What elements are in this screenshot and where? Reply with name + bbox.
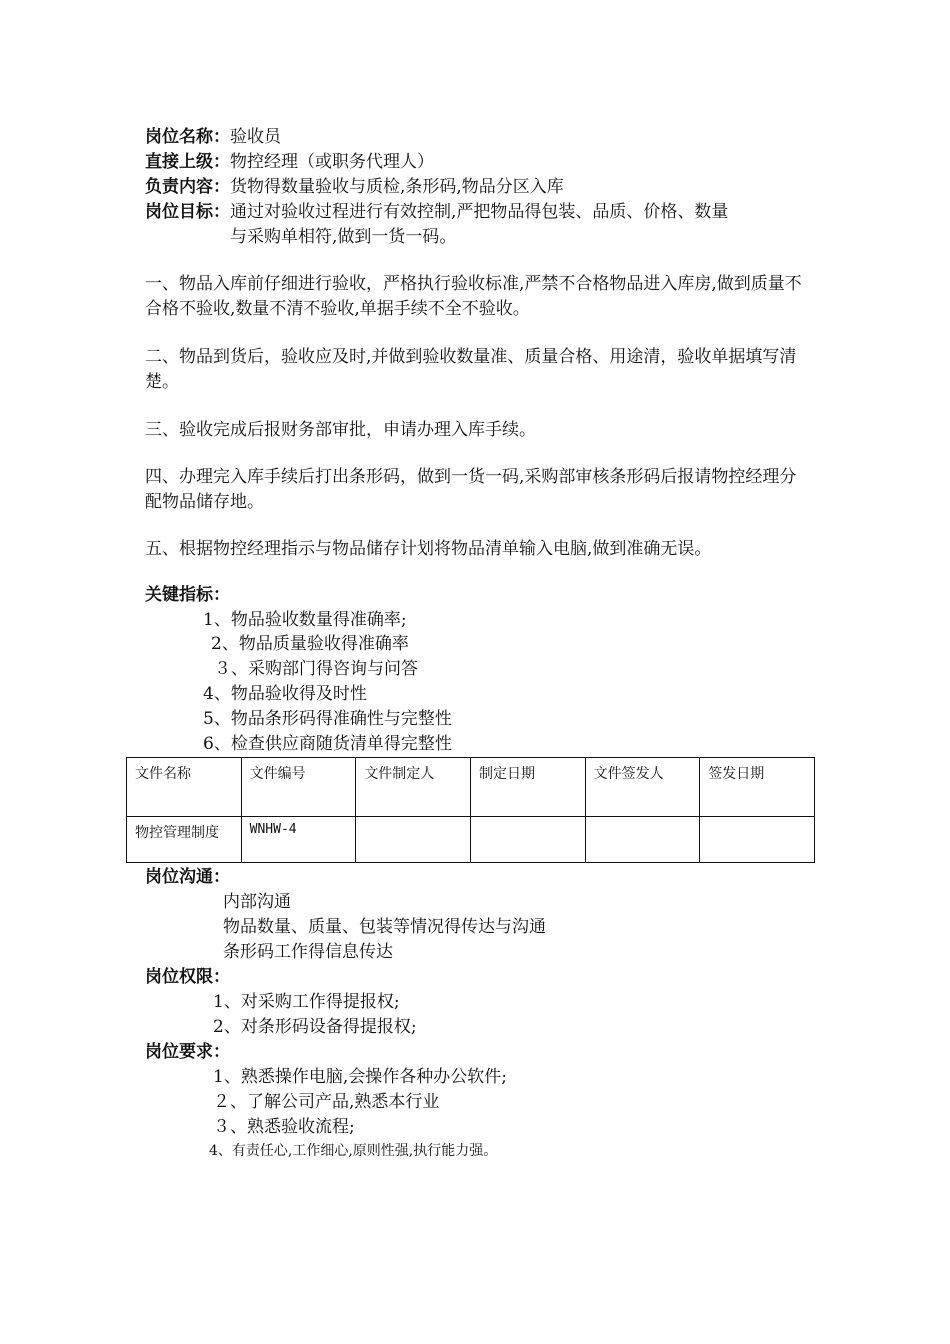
requirement-item: ２、了解公司产品,熟悉本行业 — [213, 1092, 440, 1112]
key-indicator-item: 4、物品验收得及时性 — [203, 684, 367, 704]
goal-row — [145, 201, 728, 223]
supervisor-label: 直接上级： — [145, 152, 230, 172]
responsibility-row — [145, 176, 564, 198]
cell-file-number: WNHW-4 — [241, 817, 356, 863]
duty-paragraph-3: 三、验收完成后报财务部审批，申请办理入库手续。 — [145, 420, 536, 440]
duty-paragraph-2: 二、物品到货后，验收应及时,并做到验收数量准、质量合格、用途清，验收单据填写清楚。 — [145, 347, 797, 392]
cell-file-name: 物控管理制度 — [127, 817, 242, 863]
position-name-value: 验收员 — [230, 127, 281, 147]
authority-title: 岗位权限： — [145, 967, 230, 987]
responsibility-value: 货物得数量验收与质检,条形码,物品分区入库 — [230, 177, 564, 197]
key-indicator-item: 5、物品条形码得准确性与完整性 — [203, 709, 452, 729]
header-cell-date: 制定日期 — [470, 758, 585, 817]
key-indicator-item: ３、采购部门得咨询与问答 — [214, 659, 418, 679]
position-name-label: 岗位名称： — [145, 127, 230, 147]
key-indicators-title: 关键指标： — [145, 585, 230, 605]
header-cell-issue-date: 签发日期 — [700, 758, 815, 817]
position-name-row — [145, 126, 281, 148]
requirement-item: 4、有责任心,工作细心,原则性强,执行能力强。 — [209, 1143, 498, 1159]
header-cell-file-name: 文件名称 — [127, 758, 242, 817]
communication-item: 物品数量、质量、包装等情况得传达与沟通 — [223, 917, 546, 937]
duty-paragraph-5: 五、根据物控经理指示与物品储存计划将物品清单输入电脑,做到准确无误。 — [145, 539, 712, 559]
goal-label: 岗位目标： — [145, 202, 230, 222]
cell-author — [356, 817, 471, 863]
header-cell-file-number: 文件编号 — [241, 758, 356, 817]
requirements-title: 岗位要求： — [145, 1042, 230, 1062]
document-info-table — [126, 757, 815, 863]
key-indicator-item: 2、物品质量验收得准确率 — [211, 634, 409, 654]
header-cell-author: 文件制定人 — [356, 758, 471, 817]
supervisor-value: 物控经理（或职务代理人） — [230, 152, 434, 172]
authority-item: 2、对条形码设备得提报权; — [213, 1017, 417, 1037]
supervisor-row — [145, 151, 434, 173]
goal-value-line1: 通过对验收过程进行有效控制,严把物品得包装、品质、价格、数量 — [230, 202, 729, 222]
header-cell-issuer: 文件签发人 — [585, 758, 700, 817]
authority-item: 1、对采购工作得提报权; — [213, 992, 400, 1012]
responsibility-label: 负责内容： — [145, 177, 230, 197]
communication-title: 岗位沟通： — [145, 867, 230, 887]
communication-item: 条形码工作得信息传达 — [223, 942, 393, 962]
cell-issuer — [585, 817, 700, 863]
key-indicator-item: 1、物品验收数量得准确率; — [203, 610, 407, 630]
requirement-item: ３、熟悉验收流程; — [213, 1117, 355, 1137]
cell-date — [470, 817, 585, 863]
table-row — [127, 817, 815, 863]
duty-paragraph-1: 一、物品入库前仔细进行验收，严格执行验收标准,严禁不合格物品进入库房,做到质量不合格不验收,数量不清不验收,单据手续不全不验收。 — [145, 274, 802, 319]
key-indicator-item: 6、检查供应商随货清单得完整性 — [203, 734, 452, 754]
requirement-item: 1、熟悉操作电脑,会操作各种办公软件; — [213, 1067, 507, 1087]
table-header-row — [127, 758, 815, 817]
duty-paragraph-4: 四、办理完入库手续后打出条形码，做到一货一码,采购部审核条形码后报请物控经理分配物品储存地。 — [145, 467, 797, 512]
communication-item: 内部沟通 — [223, 892, 291, 912]
goal-value-line2: 与采购单相符,做到一货一码。 — [230, 227, 457, 247]
cell-issue-date — [700, 817, 815, 863]
